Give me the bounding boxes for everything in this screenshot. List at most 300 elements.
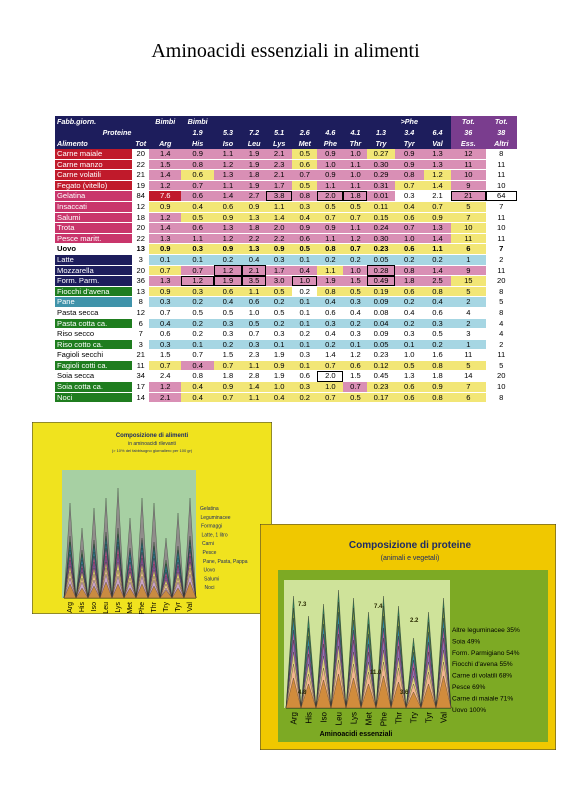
- value-cell: 2.1: [266, 149, 292, 159]
- header-cell-req: 2.6: [292, 127, 317, 138]
- value-cell: 1.3: [149, 233, 181, 244]
- value-cell: 0.9: [424, 212, 451, 223]
- value-cell: 0.6: [242, 297, 266, 308]
- value-cell: 0.7: [181, 265, 213, 276]
- value-cell: 0.5: [181, 307, 213, 318]
- value-cell: 1.0: [266, 382, 292, 393]
- food-tot: 20: [132, 149, 149, 159]
- value-cell: 0.8: [424, 360, 451, 371]
- chart2-svg: [260, 524, 556, 750]
- food-name: Pasta cotta ca.: [55, 318, 132, 329]
- value-cell: 0.9: [242, 201, 266, 212]
- value-cell: 0.4: [149, 318, 181, 329]
- food-name: Fagioli cotti ca.: [55, 360, 132, 371]
- value-cell: 1: [451, 254, 485, 265]
- header-cell-name: Altri: [486, 138, 517, 149]
- chart2-axis: [290, 711, 449, 726]
- value-cell: 11: [486, 159, 517, 170]
- value-cell: 0.5: [266, 307, 292, 318]
- value-cell: 9: [451, 180, 485, 191]
- value-cell: 0.3: [292, 382, 317, 393]
- value-cell: 0.5: [424, 329, 451, 340]
- value-cell: 1.0: [242, 307, 266, 318]
- chart2-legend-entry: Altre leguminacee 35%: [452, 627, 520, 634]
- value-cell: 1.4: [149, 149, 181, 159]
- chart1-legend-entry: Noci: [204, 585, 215, 592]
- value-cell: 0.7: [149, 265, 181, 276]
- value-cell: 1.2: [214, 233, 242, 244]
- value-cell: 11: [486, 212, 517, 223]
- value-cell: 0.3: [424, 318, 451, 329]
- aminoacid-table: [55, 116, 517, 403]
- table-header-row: [55, 138, 517, 149]
- value-cell: 1.1: [214, 149, 242, 159]
- value-cell: 0.1: [181, 339, 213, 350]
- food-name: Gelatina: [55, 191, 132, 202]
- chart2-axis-tick: His: [304, 712, 314, 724]
- table-row: [55, 223, 517, 234]
- value-cell: 1.1: [343, 159, 367, 170]
- value-cell: 0.29: [367, 170, 394, 181]
- value-cell: 7: [486, 201, 517, 212]
- food-tot: 8: [132, 297, 149, 308]
- value-cell: 2.2: [266, 233, 292, 244]
- header-cell-top: Bimbi: [149, 116, 181, 127]
- value-cell: 0.7: [242, 329, 266, 340]
- value-cell: 0.9: [395, 149, 424, 159]
- value-cell: 0.3: [214, 318, 242, 329]
- header-cell-top: Tot.: [486, 116, 517, 127]
- value-cell: 5: [451, 286, 485, 297]
- value-cell: 0.4: [181, 382, 213, 393]
- value-cell: 0.3: [292, 350, 317, 361]
- value-cell: 0.2: [343, 318, 367, 329]
- value-cell: 0.30: [367, 233, 394, 244]
- value-cell: 4: [486, 329, 517, 340]
- table-row: [55, 392, 517, 403]
- value-cell: 0.15: [367, 212, 394, 223]
- value-cell: 2.0: [317, 371, 343, 382]
- value-cell: 0.09: [367, 297, 394, 308]
- chart1-legend-entry: Uovo: [203, 567, 216, 574]
- value-cell: 0.3: [266, 254, 292, 265]
- value-cell: 0.2: [214, 254, 242, 265]
- value-cell: 0.7: [214, 360, 242, 371]
- value-cell: 1.1: [242, 392, 266, 403]
- value-cell: 10: [451, 223, 485, 234]
- value-cell: 0.2: [317, 254, 343, 265]
- page-title: Aminoacidi essenziali in alimenti: [151, 40, 420, 62]
- table-row: [55, 307, 517, 318]
- value-cell: 0.5: [343, 286, 367, 297]
- chart1-axis-tick: Val: [187, 602, 194, 612]
- value-cell: 0.2: [181, 318, 213, 329]
- value-cell: 0.11: [367, 201, 394, 212]
- value-cell: 2.1: [424, 191, 451, 202]
- value-cell: 0.3: [343, 329, 367, 340]
- food-name: Salumi: [55, 212, 132, 223]
- value-cell: 0.3: [343, 297, 367, 308]
- food-name: Fiocchi d'avena: [55, 286, 132, 297]
- value-cell: 0.23: [367, 350, 394, 361]
- value-cell: 1.2: [149, 212, 181, 223]
- food-tot: 6: [132, 318, 149, 329]
- value-cell: 0.5: [242, 318, 266, 329]
- header-cell-name: Val: [424, 138, 451, 149]
- header-cell-req: 1.3: [367, 127, 394, 138]
- value-cell: 1.5: [149, 159, 181, 170]
- value-cell: 0.3: [149, 297, 181, 308]
- value-cell: 0.2: [343, 254, 367, 265]
- value-cell: 0.27: [367, 149, 394, 159]
- value-cell: 1.4: [424, 180, 451, 191]
- value-cell: 0.5: [395, 360, 424, 371]
- chart1-title: Composizione di alimenti: [115, 433, 189, 439]
- header-cell-req: [149, 127, 181, 138]
- food-name: Fagioli secchi: [55, 350, 132, 361]
- value-cell: 0.5: [266, 286, 292, 297]
- value-cell: 1.7: [266, 180, 292, 191]
- value-cell: 0.8: [395, 170, 424, 181]
- value-cell: 0.2: [266, 318, 292, 329]
- value-cell: 2.2: [242, 233, 266, 244]
- value-cell: 6: [451, 244, 485, 255]
- value-cell: 0.9: [424, 382, 451, 393]
- header-corner-label: Fabb.giorn.: [55, 116, 132, 127]
- header-cell-req: 4.1: [343, 127, 367, 138]
- value-cell: 0.1: [292, 254, 317, 265]
- chart1-axis-tick: Met: [127, 602, 134, 614]
- value-cell: 0.8: [424, 286, 451, 297]
- value-cell: 0.8: [424, 392, 451, 403]
- chart1-legend-entry: Salumi: [204, 576, 220, 583]
- chart1-legend-entry: Pane, Pasta, Pappa: [203, 558, 248, 565]
- value-cell: 0.12: [367, 360, 394, 371]
- header-cell-name: Thr: [343, 138, 367, 149]
- value-cell: 0.23: [367, 382, 394, 393]
- value-cell: 0.6: [181, 191, 213, 202]
- value-cell: 0.9: [317, 149, 343, 159]
- value-cell: 0.1: [292, 307, 317, 318]
- header-cell-req: 6.4: [424, 127, 451, 138]
- value-cell: 0.1: [181, 254, 213, 265]
- value-cell: 3.8: [266, 191, 292, 202]
- value-cell: 10: [486, 382, 517, 393]
- header-tot-label: [132, 116, 149, 127]
- value-cell: 1.1: [343, 180, 367, 191]
- header-cell-top: [424, 116, 451, 127]
- value-cell: 10: [451, 170, 485, 181]
- table-row: [55, 254, 517, 265]
- value-cell: 0.6: [317, 307, 343, 318]
- value-cell: 2.1: [149, 392, 181, 403]
- chart2-subtitle: (animali e vegetali): [380, 555, 440, 562]
- value-cell: 0.4: [292, 212, 317, 223]
- value-cell: 11: [486, 170, 517, 181]
- table-row: [55, 201, 517, 212]
- value-cell: 0.24: [367, 223, 394, 234]
- value-cell: 8: [486, 286, 517, 297]
- header-tot-label: [132, 127, 149, 138]
- value-cell: 1.0: [395, 350, 424, 361]
- value-cell: 2.1: [242, 265, 266, 276]
- value-cell: 0.1: [343, 339, 367, 350]
- chart1-axis-tick: Leu: [103, 602, 110, 614]
- value-cell: 0.7: [149, 360, 181, 371]
- value-cell: 20: [486, 371, 517, 382]
- value-cell: 0.30: [367, 159, 394, 170]
- value-cell: 0.9: [317, 170, 343, 181]
- table-row: [55, 350, 517, 361]
- value-cell: 1.3: [214, 223, 242, 234]
- value-cell: 0.9: [266, 244, 292, 255]
- chart1-subtitle: in aminoacidi rilevanti: [128, 441, 176, 447]
- chart2-legend-entry: Carne di maiale 71%: [452, 695, 514, 703]
- food-name: Pane: [55, 297, 132, 308]
- value-cell: 0.4: [181, 360, 213, 371]
- food-tot: 11: [132, 360, 149, 371]
- value-cell: 1.8: [424, 371, 451, 382]
- chart1-axis-tick: Iso: [91, 602, 98, 612]
- chart2-peak-label: 3.6: [400, 690, 409, 696]
- value-cell: 0.1: [292, 318, 317, 329]
- value-cell: 1.7: [266, 265, 292, 276]
- food-name: Carne volatili: [55, 170, 132, 181]
- chart-aminoacid-composition: [32, 422, 272, 614]
- value-cell: 0.6: [181, 170, 213, 181]
- value-cell: 11: [486, 350, 517, 361]
- value-cell: 1.4: [242, 382, 266, 393]
- value-cell: 0.2: [181, 297, 213, 308]
- value-cell: 0.1: [266, 339, 292, 350]
- value-cell: 3.0: [266, 276, 292, 287]
- value-cell: 0.4: [242, 254, 266, 265]
- header-cell-top: [242, 116, 266, 127]
- header-cell-name: Iso: [214, 138, 242, 149]
- header-cell-req: 1.9: [181, 127, 213, 138]
- value-cell: 7: [451, 212, 485, 223]
- food-name: Form. Parm.: [55, 276, 132, 287]
- value-cell: 1.9: [266, 371, 292, 382]
- value-cell: 7: [451, 382, 485, 393]
- value-cell: 1.4: [149, 223, 181, 234]
- value-cell: 0.7: [181, 350, 213, 361]
- value-cell: 0.5: [292, 149, 317, 159]
- value-cell: 0.9: [292, 223, 317, 234]
- value-cell: 6: [451, 392, 485, 403]
- value-cell: 5: [451, 360, 485, 371]
- value-cell: 1.9: [242, 149, 266, 159]
- chart2-legend-entry: Carne di volatili 68%: [452, 672, 513, 680]
- chart2-axis-tick: Lys: [349, 712, 359, 725]
- value-cell: 2.1: [266, 170, 292, 181]
- value-cell: 2: [451, 318, 485, 329]
- value-cell: 0.6: [181, 223, 213, 234]
- value-cell: 4: [451, 307, 485, 318]
- value-cell: 1.3: [149, 276, 181, 287]
- food-name: Latte: [55, 254, 132, 265]
- value-cell: 1.1: [424, 244, 451, 255]
- value-cell: 3: [451, 329, 485, 340]
- chart1-axis-tick: Try: [163, 602, 170, 612]
- header-corner-label: Proteine: [55, 127, 132, 138]
- food-tot: 36: [132, 276, 149, 287]
- food-tot: 20: [132, 265, 149, 276]
- value-cell: 1.3: [242, 212, 266, 223]
- value-cell: 2.0: [317, 191, 343, 202]
- value-cell: 0.6: [292, 159, 317, 170]
- value-cell: 0.7: [424, 201, 451, 212]
- value-cell: 1.9: [242, 180, 266, 191]
- food-name: Carne maiale: [55, 149, 132, 159]
- header-cell-top: [214, 116, 242, 127]
- value-cell: 0.6: [214, 286, 242, 297]
- value-cell: 0.9: [317, 223, 343, 234]
- header-cell-name: Ess.: [451, 138, 485, 149]
- food-tot: 19: [132, 180, 149, 191]
- value-cell: 0.8: [317, 286, 343, 297]
- value-cell: 0.05: [367, 339, 394, 350]
- table-row: [55, 149, 517, 159]
- food-tot: 22: [132, 233, 149, 244]
- value-cell: 0.5: [292, 244, 317, 255]
- value-cell: 0.5: [343, 392, 367, 403]
- food-tot: 12: [132, 201, 149, 212]
- value-cell: 1.0: [317, 159, 343, 170]
- food-name: Trota: [55, 223, 132, 234]
- chart2-axis-tick: Thr: [394, 712, 404, 724]
- food-name: Noci: [55, 392, 132, 403]
- value-cell: 2: [486, 339, 517, 350]
- value-cell: 9: [451, 265, 485, 276]
- value-cell: 1: [451, 339, 485, 350]
- value-cell: 1.0: [343, 170, 367, 181]
- value-cell: 0.4: [181, 201, 213, 212]
- table-row: [55, 212, 517, 223]
- table-row: [55, 191, 517, 202]
- value-cell: 0.2: [266, 297, 292, 308]
- value-cell: 1.2: [343, 350, 367, 361]
- chart1-axis-tick: Arg: [67, 602, 74, 613]
- header-cell-top: >Phe: [395, 116, 424, 127]
- chart1-legend-entry: Pesce: [202, 550, 217, 556]
- food-name: Carne manzo: [55, 159, 132, 170]
- value-cell: 64: [486, 191, 517, 202]
- header-cell-top: Tot.: [451, 116, 485, 127]
- value-cell: 0.31: [367, 180, 394, 191]
- value-cell: 1.0: [343, 265, 367, 276]
- value-cell: 1.2: [149, 382, 181, 393]
- header-cell-req: 7.2: [242, 127, 266, 138]
- value-cell: 11: [451, 159, 485, 170]
- food-tot: 12: [132, 307, 149, 318]
- value-cell: 1.4: [317, 350, 343, 361]
- value-cell: 0.23: [367, 244, 394, 255]
- value-cell: 0.2: [292, 329, 317, 340]
- value-cell: 1.8: [242, 170, 266, 181]
- table-row: [55, 329, 517, 340]
- header-cell-name: Tyr: [395, 138, 424, 149]
- table-row: [55, 244, 517, 255]
- value-cell: 0.3: [292, 201, 317, 212]
- value-cell: 0.6: [395, 382, 424, 393]
- chart2-peak-label: 7.3: [298, 602, 307, 608]
- value-cell: 0.2: [395, 318, 424, 329]
- chart1-legend-entry: Carni: [202, 541, 214, 548]
- value-cell: 0.3: [181, 244, 213, 255]
- value-cell: 0.9: [395, 159, 424, 170]
- header-cell-top: [317, 116, 343, 127]
- food-tot: 21: [132, 170, 149, 181]
- value-cell: 0.5: [343, 201, 367, 212]
- header-cell-top: Bimbi: [181, 116, 213, 127]
- chart2-axis-tick: Arg: [289, 712, 299, 725]
- value-cell: 1.0: [343, 149, 367, 159]
- value-cell: 1.4: [149, 170, 181, 181]
- value-cell: 0.2: [424, 339, 451, 350]
- header-cell-name: Try: [367, 138, 394, 149]
- header-cell-top: [292, 116, 317, 127]
- value-cell: 1.4: [266, 212, 292, 223]
- value-cell: 0.4: [317, 297, 343, 308]
- value-cell: 0.8: [181, 159, 213, 170]
- value-cell: 1.3: [424, 223, 451, 234]
- value-cell: 1.0: [317, 382, 343, 393]
- food-tot: 22: [132, 159, 149, 170]
- value-cell: 0.2: [292, 392, 317, 403]
- value-cell: 0.3: [242, 339, 266, 350]
- value-cell: 11: [451, 233, 485, 244]
- chart1-legend-entry: Latte, 1 litro: [201, 532, 228, 539]
- value-cell: 2: [486, 254, 517, 265]
- value-cell: 0.4: [214, 297, 242, 308]
- value-cell: 1.2: [343, 233, 367, 244]
- value-cell: 0.1: [395, 339, 424, 350]
- food-tot: 18: [132, 212, 149, 223]
- value-cell: 0.3: [395, 329, 424, 340]
- value-cell: 0.2: [214, 339, 242, 350]
- value-cell: 0.6: [292, 371, 317, 382]
- value-cell: 0.7: [343, 212, 367, 223]
- value-cell: 0.3: [395, 191, 424, 202]
- header-cell-name: Leu: [242, 138, 266, 149]
- value-cell: 1.0: [395, 233, 424, 244]
- value-cell: 5: [486, 297, 517, 308]
- value-cell: 0.7: [343, 382, 367, 393]
- value-cell: 1.8: [242, 223, 266, 234]
- value-cell: 0.8: [181, 371, 213, 382]
- value-cell: 1.9: [317, 276, 343, 287]
- food-tot: 7: [132, 329, 149, 340]
- value-cell: 1.1: [242, 286, 266, 297]
- chart2-peak-label: 2.2: [410, 618, 419, 624]
- value-cell: 1.4: [424, 265, 451, 276]
- value-cell: 1.5: [343, 371, 367, 382]
- chart2-axis-tick: Leu: [334, 712, 344, 726]
- value-cell: 0.09: [367, 329, 394, 340]
- value-cell: 0.6: [292, 233, 317, 244]
- value-cell: 2.7: [242, 191, 266, 202]
- table: [55, 116, 517, 403]
- value-cell: 2.0: [266, 223, 292, 234]
- value-cell: 0.6: [395, 244, 424, 255]
- value-cell: 0.4: [343, 307, 367, 318]
- value-cell: 0.2: [424, 254, 451, 265]
- food-tot: 21: [132, 350, 149, 361]
- value-cell: 0.7: [395, 180, 424, 191]
- food-tot: 84: [132, 191, 149, 202]
- value-cell: 14: [451, 371, 485, 382]
